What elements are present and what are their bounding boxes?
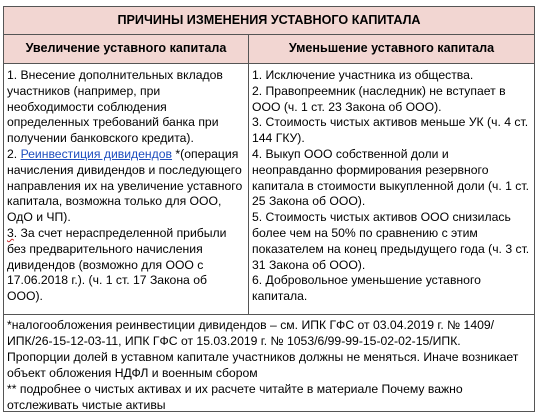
increase-item-2 [7, 147, 245, 226]
decrease-item-3: 3. Стоимость чистых активов меньше УК (ч. 4 ст. 144 ГКУ). [252, 115, 529, 146]
footnote-net-assets: ** подробнее о чистых активах и их расчете читайте в материале Почему важно отслеживать чистые активы [7, 382, 463, 412]
decrease-column-header: Уменьшение уставного капитала [248, 34, 535, 64]
table-title: ПРИЧИНЫ ИЗМЕНЕНИЯ УСТАВНОГО КАПИТАЛА [3, 6, 535, 35]
increase-item-3-number: 3 [7, 225, 14, 240]
increase-column-header: Увеличение уставного капитала [3, 34, 249, 64]
footnote-taxation: *налогообложения реинвестиции дивидендов – см. ИПК ГФС от 03.04.2019 г. № 1409/ИПК/26-15-12-03-11, ИПК ГФС от 15.03.2019 г. № 1053/6/99-99-15-02-02-15/ИПК. [7, 318, 495, 348]
footnote-proportions: Пропорции долей в уставном капитале участников должны не меняться. Иначе возникает объект обложения НДФЛ и военным сбором [7, 350, 519, 380]
decrease-item-1: 1. Исключение участника из общества. [252, 68, 474, 82]
increase-item-2-end: и ЧП). [32, 210, 71, 225]
odo-term: ОдО [7, 210, 33, 225]
increase-item-1: 1. Внесение дополнительных вкладов участников (например, при необходимости соблюдения определенных требований банка при получении банковского кредита). [7, 68, 223, 146]
increase-item-3-text: . За счет нераспределенной прибыли без предварительного начисления дивидендов (возможно для ООО с 17.06.2018 г.). (ч. 1 ст. 17 Закона об ООО). [7, 225, 227, 304]
increase-reasons-cell [3, 63, 249, 315]
increase-item-3 [7, 226, 245, 305]
increase-item-2-text: *(операция начисления дивидендов и последующего направления их на увеличение уставного капитала, возможна только для ООО, [7, 146, 243, 209]
dividend-reinvestment-link[interactable]: Реинвестиция дивидендов [20, 146, 173, 161]
decrease-reasons-cell [248, 63, 535, 315]
decrease-item-2: 2. Правопреемник (наследник) не вступает в ООО (ч. 1 ст. 23 Закона об ООО). [252, 83, 506, 114]
decrease-item-4: 4. Выкуп ООО собственной доли и неоправданно формирования резервного капитала в стоимости выкупленной доли (ч. 1 ст. 25 Закона об ООО). [252, 146, 529, 209]
decrease-item-6: 6. Добровольное уменьшение уставного капитала. [252, 273, 481, 304]
decrease-item-5: 5. Стоимость чистых активов ООО снизилась более чем на 50% по сравнению с этим показателем на конец предыдущего года (ч. 3 ст. 31 Закона об ООО). [252, 210, 530, 272]
increase-item-2-number: 2. [7, 146, 21, 161]
footnotes-cell [3, 314, 535, 412]
